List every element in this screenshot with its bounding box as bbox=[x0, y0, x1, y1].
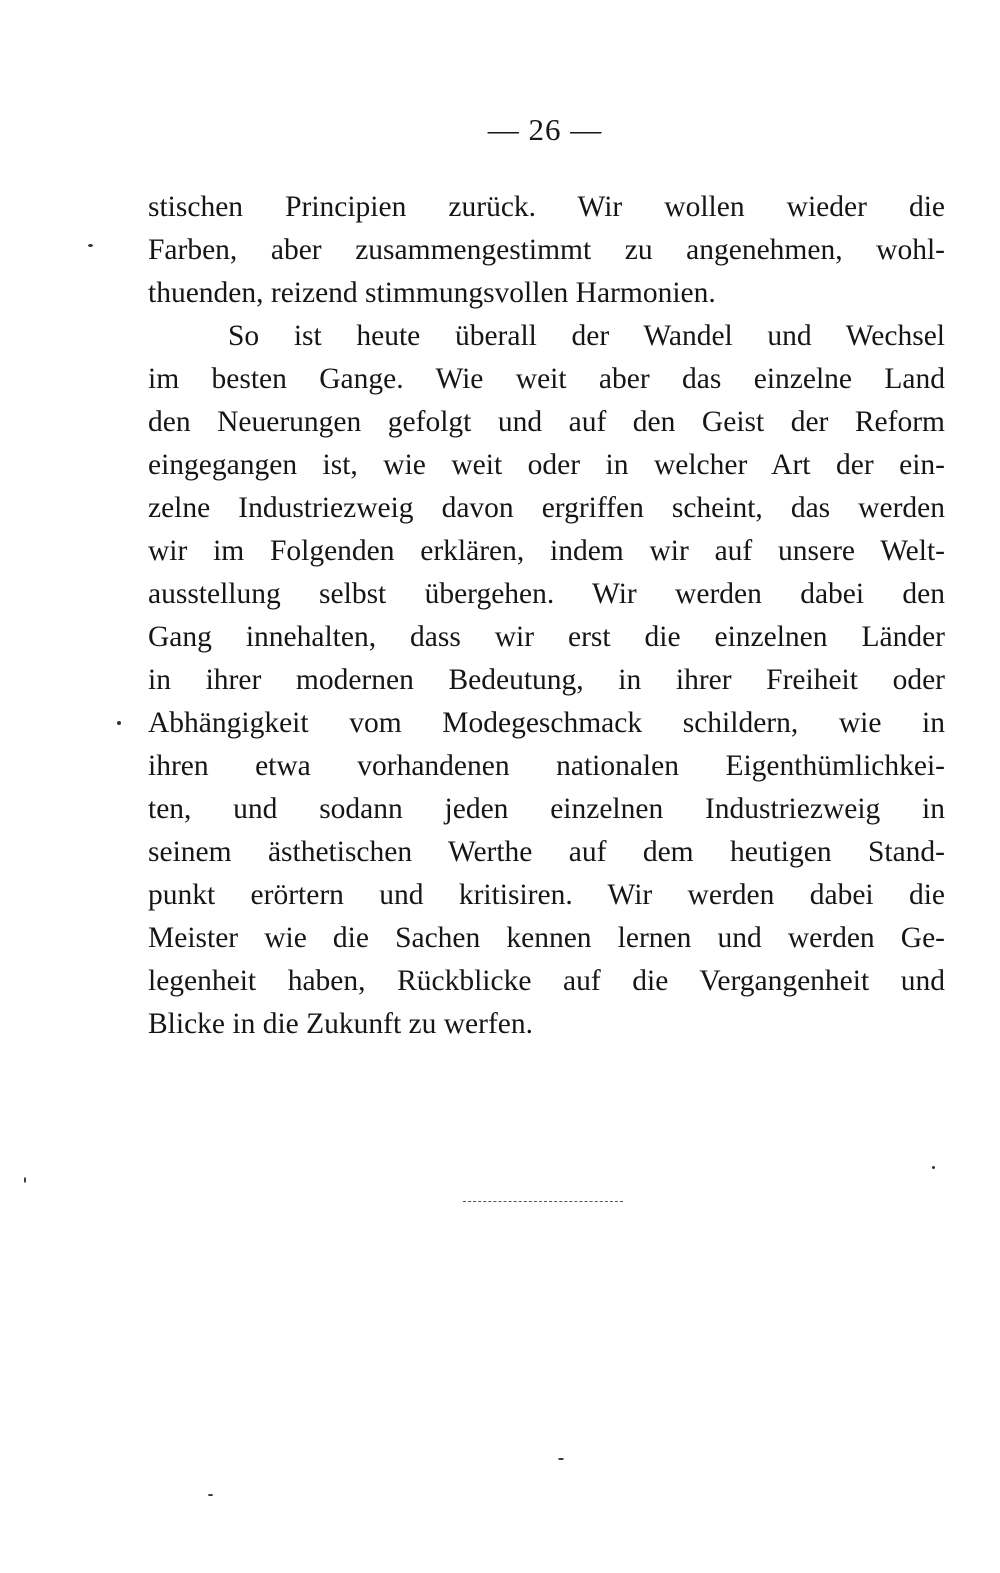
text-line: Gang innehalten, dass wir erst die einzelnen Länder bbox=[148, 621, 945, 653]
text-line: ten, und sodann jeden einzelnen Industriezweig in bbox=[148, 793, 945, 825]
paper-speck bbox=[117, 721, 121, 725]
text-line: zelne Industriezweig davon ergriffen scheint, das werden bbox=[148, 492, 945, 524]
text-line: eingegangen ist, wie weit oder in welcher Art der ein- bbox=[148, 449, 945, 481]
body-text bbox=[148, 186, 945, 1046]
text-line: Meister wie die Sachen kennen lernen und werden Ge- bbox=[148, 922, 945, 954]
end-rule bbox=[463, 1201, 623, 1202]
text-line: den Neuerungen gefolgt und auf den Geist der Reform bbox=[148, 406, 945, 438]
paper-speck bbox=[24, 1177, 26, 1183]
page-number: — 26 — bbox=[487, 112, 603, 147]
text-line: punkt erörtern und kritisiren. Wir werden dabei die bbox=[148, 879, 945, 911]
text-line: Blicke in die Zukunft zu werfen. bbox=[148, 1008, 534, 1040]
text-line: legenheit haben, Rückblicke auf die Vergangenheit und bbox=[148, 965, 945, 997]
text-line: stischen Principien zurück. Wir wollen wieder die bbox=[148, 191, 945, 223]
paper-speck bbox=[88, 244, 93, 247]
text-line: wir im Folgenden erklären, indem wir auf unsere Welt- bbox=[148, 535, 945, 567]
text-line: ihren etwa vorhandenen nationalen Eigenthümlichkei- bbox=[148, 750, 945, 782]
paragraph-start-line: So ist heute überall der Wandel und Wechsel bbox=[228, 320, 945, 352]
paper-speck bbox=[558, 1458, 564, 1460]
paper-speck bbox=[932, 1166, 935, 1169]
text-line: thuenden, reizend stimmungsvollen Harmonien. bbox=[148, 277, 716, 309]
text-line: Abhängigkeit vom Modegeschmack schildern, wie in bbox=[148, 707, 945, 739]
text-line: ausstellung selbst übergehen. Wir werden dabei den bbox=[148, 578, 945, 610]
text-line: im besten Gange. Wie weit aber das einzelne Land bbox=[148, 363, 945, 395]
text-line: in ihrer modernen Bedeutung, in ihrer Freiheit oder bbox=[148, 664, 945, 696]
text-line: seinem ästhetischen Werthe auf dem heutigen Stand- bbox=[148, 836, 945, 868]
paper-speck bbox=[208, 1494, 213, 1496]
text-line: Farben, aber zusammengestimmt zu angenehmen, wohl- bbox=[148, 234, 945, 266]
